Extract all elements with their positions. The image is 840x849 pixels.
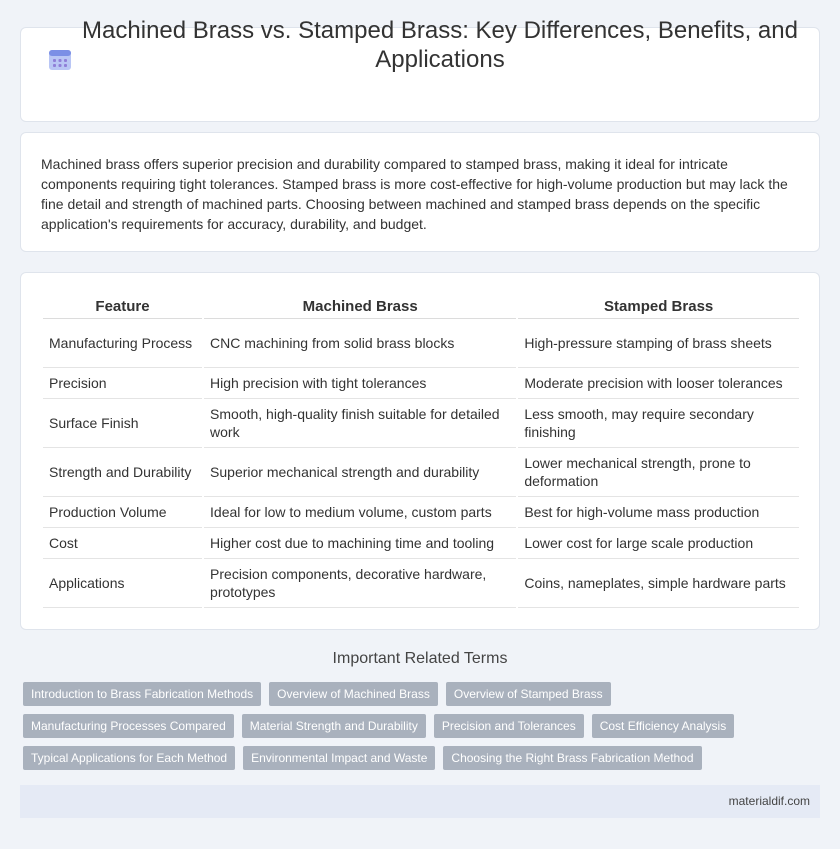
related-tag[interactable]: Material Strength and Durability [242,714,426,738]
comparison-table [43,296,799,608]
machined-cell: High precision with tight tolerances [203,368,517,399]
table-row [43,399,799,448]
table-row [43,368,799,399]
table-row [43,497,799,528]
stamped-cell: Moderate precision with looser tolerances [517,368,799,399]
machined-cell: Superior mechanical strength and durability [203,448,517,497]
footer [20,785,820,818]
feature-cell: Surface Finish [43,399,203,448]
related-tag[interactable]: Precision and Tolerances [434,714,584,738]
page-title: Machined Brass vs. Stamped Brass: Key Differences, Benefits, and Applications [82,17,798,73]
feature-cell: Production Volume [43,497,203,528]
related-tag[interactable]: Introduction to Brass Fabrication Methods [23,682,261,706]
feature-cell: Cost [43,528,203,559]
machined-cell: CNC machining from solid brass blocks [203,319,517,368]
intro-card [20,132,820,252]
related-tag[interactable]: Typical Applications for Each Method [23,746,235,770]
feature-cell: Manufacturing Process [43,319,203,368]
machined-cell: Ideal for low to medium volume, custom parts [203,497,517,528]
stamped-cell: Best for high-volume mass production [517,497,799,528]
intro-paragraph: Machined brass offers superior precision and durability compared to stamped brass, making it ideal for intricate components requiring tight tolerances. Stamped brass is more cost-effective for high-volume production but may lack the fine detail and strength of machined parts. Choosing between machined and stamped brass depends on the specific application's requirements for accuracy, durability, and budget. [41,156,788,232]
tag-row [23,714,823,738]
table-row [43,448,799,497]
feature-cell: Applications [43,559,203,608]
stamped-cell: Lower mechanical strength, prone to deformation [517,448,799,497]
feature-cell: Strength and Durability [43,448,203,497]
stamped-cell: Less smooth, may require secondary finishing [517,399,799,448]
related-terms [23,682,823,778]
related-tag[interactable]: Manufacturing Processes Compared [23,714,234,738]
stamped-cell: Lower cost for large scale production [517,528,799,559]
header-stamped: Stamped Brass [517,296,799,319]
table-row [43,528,799,559]
table-row [43,319,799,368]
related-tag[interactable]: Overview of Machined Brass [269,682,438,706]
tag-row [23,682,823,706]
related-tag[interactable]: Cost Efficiency Analysis [592,714,735,738]
footer-site[interactable]: materialdif.com [728,794,810,808]
machined-cell: Precision components, decorative hardware, prototypes [203,559,517,608]
related-tag[interactable]: Overview of Stamped Brass [446,682,611,706]
stamped-cell: Coins, nameplates, simple hardware parts [517,559,799,608]
related-tag[interactable]: Choosing the Right Brass Fabrication Method [443,746,701,770]
feature-cell: Precision [43,368,203,399]
stamped-cell: High-pressure stamping of brass sheets [517,319,799,368]
header-machined: Machined Brass [203,296,517,319]
table-row [43,559,799,608]
header-feature: Feature [43,296,203,319]
comparison-card [20,272,820,630]
machined-cell: Smooth, high-quality finish suitable for detailed work [203,399,517,448]
tag-row [23,746,823,770]
related-tag[interactable]: Environmental Impact and Waste [243,746,435,770]
related-terms-title: Important Related Terms [332,650,508,667]
machined-cell: Higher cost due to machining time and tooling [203,528,517,559]
